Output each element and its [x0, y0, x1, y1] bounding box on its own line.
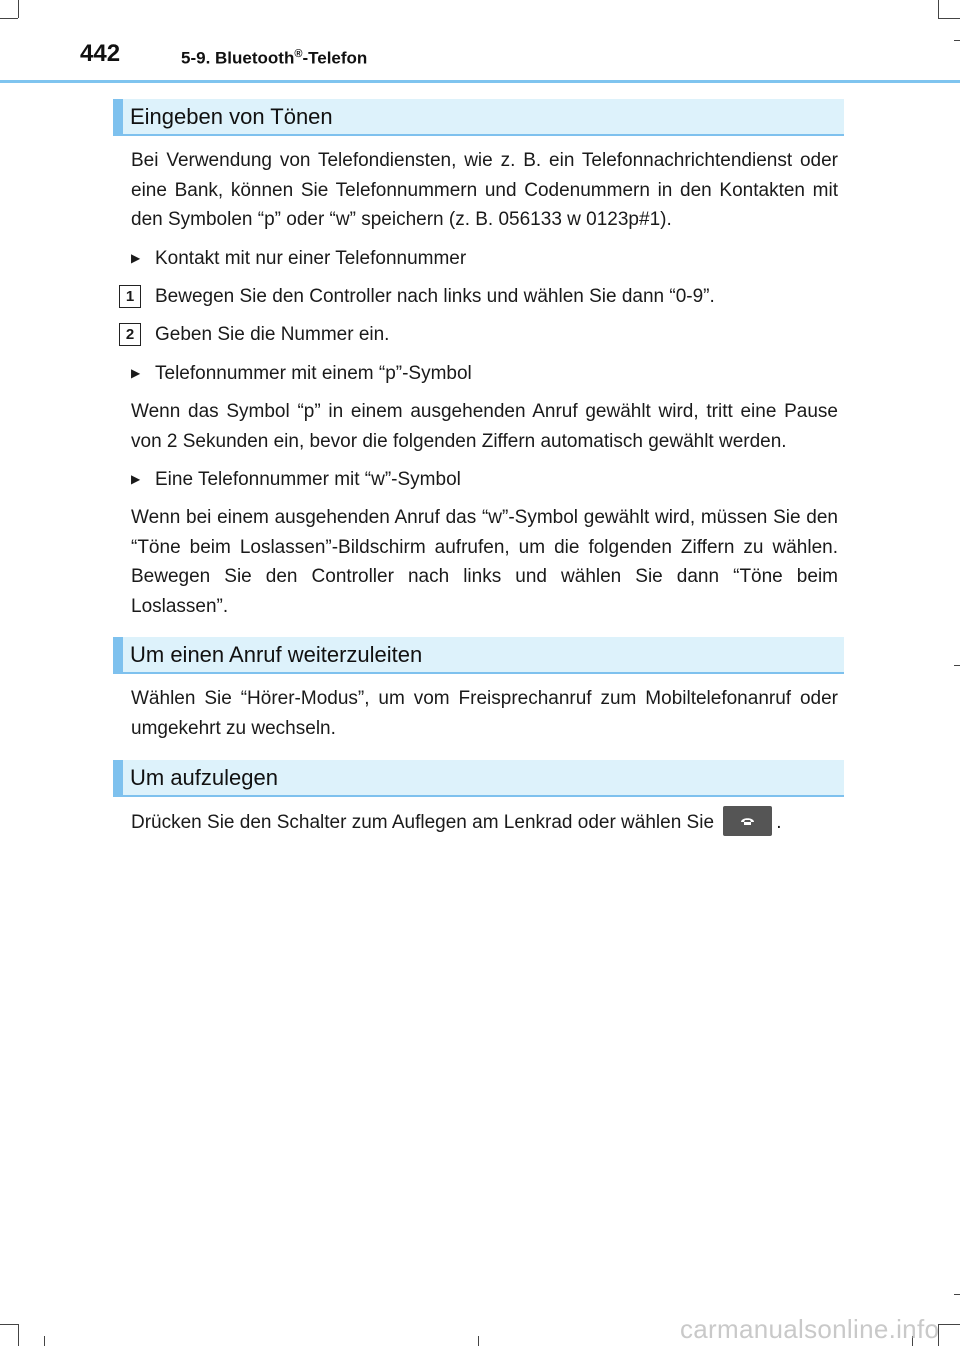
crop-mark — [938, 0, 939, 18]
section-heading — [113, 760, 844, 797]
crop-mark — [0, 1324, 18, 1325]
crop-mark — [938, 1324, 960, 1325]
header-rule — [0, 80, 960, 83]
section-heading-label: Eingeben von Tönen — [130, 104, 333, 129]
page-number: 442 — [80, 40, 121, 67]
bullet-paragraph: Wenn bei einem ausgehenden Anruf das “w”-Symbol gewählt wird, müssen Sie den “Töne beim Loslassen”-Bildschirm aufrufen, um die folgenden Ziffern zu wählen. Bewegen Sie den Controller nach links und wählen Sie dann “Töne beim Loslassen”. — [131, 507, 838, 617]
triangle-right-icon: ▶ — [131, 366, 141, 380]
crop-mark — [18, 1324, 19, 1346]
crop-mark — [954, 1294, 960, 1295]
section-title: 5-9. Bluetooth®-Telefon — [181, 48, 368, 68]
section-heading — [113, 637, 844, 674]
crop-mark — [0, 18, 18, 19]
crop-mark — [938, 18, 960, 19]
triangle-right-icon: ▶ — [131, 251, 141, 265]
step-item: 1 Bewegen Sie den Controller nach links und wählen Sie dann “0-9”. — [119, 282, 715, 311]
crop-mark — [18, 0, 19, 18]
bullet-paragraph: Wenn das Symbol “p” in einem ausgehenden Anruf gewählt wird, tritt eine Pause von 2 Sekunden ein, bevor die folgenden Ziffern automatisch gewählt werden. — [131, 401, 838, 452]
section-heading-label: Um aufzulegen — [130, 765, 278, 790]
watermark: carmanualsonline.info — [680, 1314, 940, 1344]
step-item: 2 Geben Sie die Nummer ein. — [119, 320, 389, 349]
section-paragraph: Drücken Sie den Schalter zum Auflegen am Lenkrad oder wählen Sie . — [131, 806, 838, 838]
step-number: 1 — [119, 285, 141, 308]
crop-mark — [954, 665, 960, 666]
bullet-item: ▶ Telefonnummer mit einem “p”-Symbol — [131, 359, 472, 388]
bullet-item: ▶ Kontakt mit nur einer Telefonnummer — [131, 244, 466, 273]
triangle-right-icon: ▶ — [131, 472, 141, 486]
section-paragraph: Wählen Sie “Hörer-Modus”, um vom Freisprechanruf zum Mobiltelefonanruf oder umgekehrt zu wechseln. — [131, 688, 838, 739]
section-heading — [113, 99, 844, 136]
section-heading-label: Um einen Anruf weiterzuleiten — [130, 642, 423, 667]
crop-mark — [44, 1336, 45, 1346]
bullet-item: ▶ Eine Telefonnummer mit “w”-Symbol — [131, 465, 461, 494]
phone-hangup-icon — [723, 806, 772, 836]
crop-mark — [478, 1336, 479, 1346]
step-number: 2 — [119, 323, 141, 346]
intro-paragraph: Bei Verwendung von Telefondiensten, wie z. B. ein Telefonnachrichtendienst oder eine Bank, können Sie Telefonnummern und Codenummern in den Kontakten mit den Symbolen “p” oder “w” speichern (z. B. 056133 w 0123p#1). — [131, 150, 838, 230]
crop-mark — [954, 40, 960, 41]
